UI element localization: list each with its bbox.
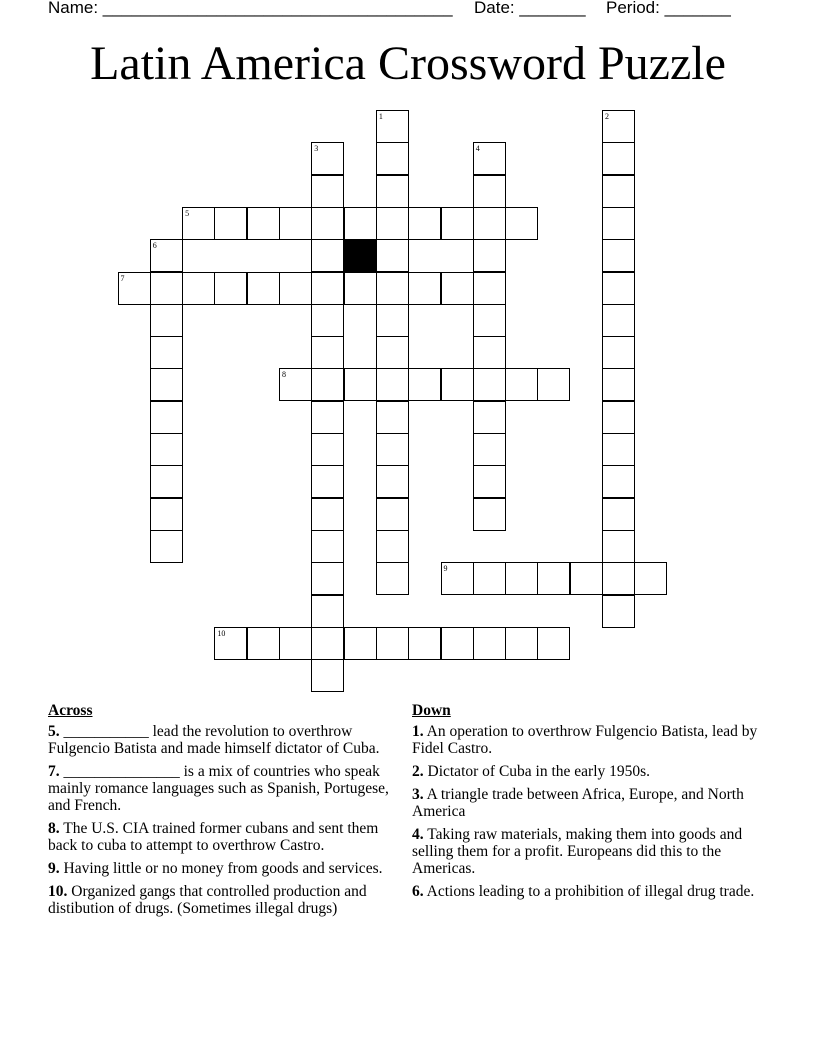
grid-cell[interactable] — [150, 465, 183, 498]
grid-cell[interactable] — [279, 368, 312, 401]
grid-cell[interactable] — [311, 433, 344, 466]
grid-cell[interactable] — [473, 627, 506, 660]
grid-cell[interactable] — [441, 368, 474, 401]
grid-cell[interactable] — [408, 207, 441, 240]
clue-text: _______________ is a mix of countries who speak mainly romance languages such as Spanish, Portugese, and French. — [48, 763, 389, 814]
grid-cell[interactable] — [150, 530, 183, 563]
grid-cell[interactable] — [311, 304, 344, 337]
grid-cell[interactable] — [279, 207, 312, 240]
down-heading: Down — [412, 702, 451, 719]
grid-number: 3 — [314, 144, 319, 154]
clue-number: 7. — [48, 763, 60, 780]
grid-cell[interactable] — [441, 627, 474, 660]
grid-cell[interactable] — [150, 336, 183, 369]
grid-cell[interactable] — [344, 368, 377, 401]
grid-cell[interactable] — [602, 368, 635, 401]
grid-cell[interactable] — [602, 562, 635, 595]
grid-cell[interactable] — [311, 659, 344, 692]
grid-cell[interactable] — [311, 530, 344, 563]
grid-cell[interactable] — [505, 368, 538, 401]
down-clue — [412, 786, 772, 820]
grid-number: 8 — [282, 370, 286, 380]
grid-cell[interactable] — [473, 207, 506, 240]
across-heading: Across — [48, 702, 93, 719]
down-clue — [412, 723, 772, 757]
grid-cell[interactable] — [602, 207, 635, 240]
grid-cell[interactable] — [311, 368, 344, 401]
grid-cell[interactable] — [311, 175, 344, 208]
grid-cell[interactable] — [537, 368, 570, 401]
grid-cell[interactable] — [376, 401, 409, 434]
clue-number: 1. — [412, 723, 424, 740]
grid-cell[interactable] — [214, 272, 247, 305]
grid-cell[interactable] — [376, 336, 409, 369]
grid-cell[interactable] — [344, 207, 377, 240]
grid-cell[interactable] — [376, 239, 409, 272]
grid-cell[interactable] — [344, 627, 377, 660]
down-clues — [412, 702, 772, 906]
grid-cell[interactable] — [247, 207, 280, 240]
grid-number: 10 — [217, 628, 226, 638]
clue-number: 9. — [48, 860, 60, 877]
grid-cell[interactable] — [150, 433, 183, 466]
grid-cell[interactable] — [602, 304, 635, 337]
grid-cell[interactable] — [473, 272, 506, 305]
grid-cell[interactable] — [376, 142, 409, 175]
grid-cell[interactable] — [182, 207, 215, 240]
grid-cell[interactable] — [408, 627, 441, 660]
grid-cell[interactable] — [602, 433, 635, 466]
name-field[interactable]: Name: _____________________________________ — [48, 0, 453, 17]
grid-cell[interactable] — [602, 595, 635, 628]
grid-cell[interactable] — [602, 142, 635, 175]
grid-cell[interactable] — [408, 272, 441, 305]
grid-number: 4 — [475, 144, 480, 154]
grid-cell[interactable] — [602, 175, 635, 208]
grid-cell[interactable] — [247, 627, 280, 660]
grid-cell[interactable] — [602, 336, 635, 369]
grid-number: 6 — [152, 241, 157, 251]
date-field[interactable]: Date: _______ — [474, 0, 586, 17]
grid-cell[interactable] — [408, 368, 441, 401]
grid-cell[interactable] — [182, 272, 215, 305]
grid-cell[interactable] — [441, 207, 474, 240]
clue-text: A triangle trade between Africa, Europe, and North America — [412, 786, 744, 820]
grid-cell[interactable] — [311, 627, 344, 660]
grid-cell[interactable] — [473, 368, 506, 401]
grid-cell[interactable] — [311, 207, 344, 240]
across-clue — [48, 723, 408, 757]
grid-cell[interactable] — [150, 239, 183, 272]
clue-number: 8. — [48, 820, 60, 837]
grid-cell[interactable] — [311, 562, 344, 595]
grid-cell[interactable] — [376, 304, 409, 337]
grid-cell[interactable] — [473, 465, 506, 498]
clue-text: Actions leading to a prohibition of illegal drug trade. — [423, 883, 755, 900]
grid-cell[interactable] — [473, 433, 506, 466]
grid-cell[interactable] — [214, 207, 247, 240]
grid-cell[interactable] — [376, 627, 409, 660]
grid-cell[interactable] — [602, 401, 635, 434]
clue-text: The U.S. CIA trained former cubans and sent them back to cuba to attempt to overthrow Castro. — [48, 820, 379, 854]
grid-cell[interactable] — [473, 562, 506, 595]
grid-cell[interactable] — [473, 304, 506, 337]
clue-number: 10. — [48, 883, 68, 900]
clue-text: Organized gangs that controlled production and distibution of drugs. (Sometimes illegal drugs) — [48, 883, 367, 917]
grid-number: 5 — [185, 208, 190, 218]
grid-cell[interactable] — [279, 627, 312, 660]
grid-cell[interactable] — [376, 498, 409, 531]
grid-cell[interactable] — [505, 562, 538, 595]
across-clue — [48, 860, 408, 877]
grid-cell[interactable] — [311, 498, 344, 531]
grid-cell[interactable] — [118, 272, 151, 305]
grid-cell[interactable] — [214, 627, 247, 660]
grid-cell[interactable] — [602, 239, 635, 272]
down-clue — [412, 883, 772, 900]
grid-cell[interactable] — [473, 336, 506, 369]
grid-cell[interactable] — [505, 207, 538, 240]
clue-text: Taking raw materials, making them into goods and selling them for a profit. Europeans did this to the Americas. — [412, 826, 743, 877]
grid-cell[interactable] — [311, 142, 344, 175]
clue-text: Having little or no money from goods and services. — [59, 860, 383, 877]
grid-cell[interactable] — [150, 368, 183, 401]
grid-cell[interactable] — [150, 401, 183, 434]
grid-cell[interactable] — [376, 530, 409, 563]
down-list — [412, 723, 772, 900]
grid-cell[interactable] — [247, 272, 280, 305]
period-field[interactable]: Period: _______ — [606, 0, 731, 17]
grid-cell[interactable] — [570, 562, 603, 595]
grid-number: 1 — [378, 112, 383, 121]
grid-cell[interactable] — [634, 562, 667, 595]
clue-number: 3. — [412, 786, 424, 803]
grid-cell[interactable] — [376, 175, 409, 208]
across-clue — [48, 883, 408, 917]
grid-cell[interactable] — [602, 465, 635, 498]
clue-number: 6. — [412, 883, 424, 900]
grid-cell[interactable] — [279, 272, 312, 305]
grid-cell[interactable] — [441, 562, 474, 595]
clue-number: 5. — [48, 723, 60, 740]
clue-text: ___________ lead the revolution to overthrow Fulgencio Batista and made himself dictator of Cuba. — [48, 723, 380, 757]
grid-cell[interactable] — [376, 465, 409, 498]
across-clue — [48, 820, 408, 854]
down-clue — [412, 763, 772, 780]
grid-cell[interactable] — [537, 627, 570, 660]
grid-cell[interactable] — [376, 368, 409, 401]
grid-cell[interactable] — [376, 562, 409, 595]
grid-cell[interactable] — [473, 498, 506, 531]
grid-cell[interactable] — [441, 272, 474, 305]
down-clue — [412, 826, 772, 877]
grid-cell[interactable] — [473, 401, 506, 434]
across-clues — [48, 702, 408, 923]
clue-number: 4. — [412, 826, 424, 843]
grid-cell[interactable] — [602, 110, 635, 143]
grid-cell[interactable] — [150, 304, 183, 337]
grid-number: 9 — [443, 564, 448, 574]
grid-cell[interactable] — [537, 562, 570, 595]
grid-cell[interactable] — [505, 627, 538, 660]
grid-cell[interactable] — [473, 175, 506, 208]
clue-text: An operation to overthrow Fulgencio Batista, lead by Fidel Castro. — [412, 723, 758, 757]
grid-cell[interactable] — [311, 272, 344, 305]
grid-number: 7 — [120, 273, 125, 283]
grid-cell[interactable] — [311, 595, 344, 628]
grid-block — [344, 239, 377, 272]
clue-number: 2. — [412, 763, 424, 780]
across-list — [48, 723, 408, 917]
grid-cell[interactable] — [602, 272, 635, 305]
grid-cell[interactable] — [473, 142, 506, 175]
grid-cell[interactable] — [376, 272, 409, 305]
grid-cell[interactable] — [150, 272, 183, 305]
grid-cell[interactable] — [344, 272, 377, 305]
page-title: Latin America Crossword Puzzle — [90, 37, 726, 90]
clue-text: Dictator of Cuba in the early 1950s. — [423, 763, 651, 780]
grid-cell[interactable] — [376, 207, 409, 240]
grid-cell[interactable] — [376, 110, 409, 143]
grid-cell[interactable] — [602, 530, 635, 563]
grid-cell[interactable] — [311, 401, 344, 434]
grid-number: 2 — [605, 112, 609, 121]
grid-cell[interactable] — [473, 239, 506, 272]
grid-cell[interactable] — [376, 433, 409, 466]
grid-cell[interactable] — [602, 498, 635, 531]
grid-cell[interactable] — [311, 465, 344, 498]
across-clue — [48, 763, 408, 814]
grid-cell[interactable] — [311, 336, 344, 369]
grid-cell[interactable] — [150, 498, 183, 531]
grid-cell[interactable] — [311, 239, 344, 272]
